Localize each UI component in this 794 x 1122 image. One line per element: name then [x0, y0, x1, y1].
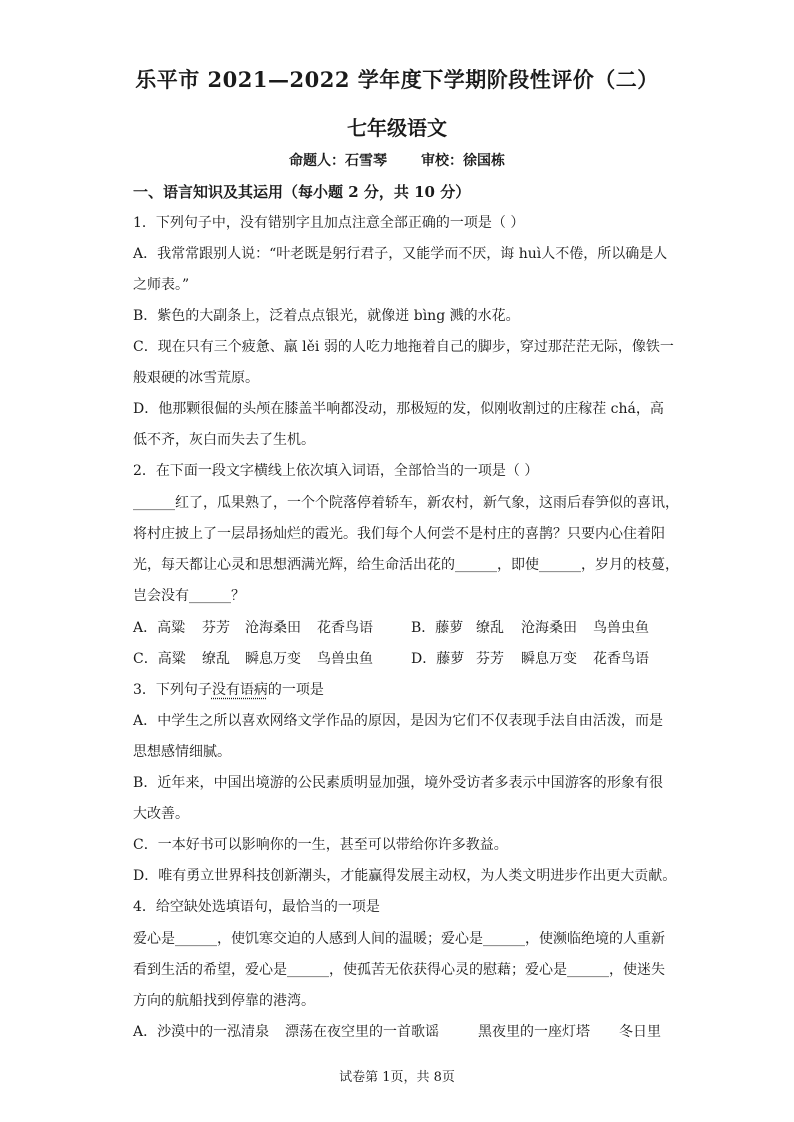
q3-option-c: C．一本好书可以影响你的一生，甚至可以带给你许多教益。	[133, 837, 508, 853]
q2-option-a-1: A．高粱	[133, 620, 186, 636]
q2-passage-line: 光，每天都让心灵和思想洒满光辉，给生命活出花的______，即使______，岁月的枝蔓，	[133, 557, 679, 573]
q2-option-c-2: 缭乱	[202, 651, 230, 667]
q2-option-d-3: 瞬息万变	[521, 651, 577, 667]
q2-option-d-2: 芬芳	[476, 651, 504, 667]
q2-option-a-2: 芬芳	[202, 620, 230, 636]
q2-option-d-4: 花香鸟语	[593, 651, 649, 667]
q2-passage-line: ______红了，瓜果熟了，一个个院落停着轿车，新农村，新气象，这雨后春笋似的喜讯，	[133, 495, 679, 511]
q3-stem-prefix: 3．下列句子	[133, 682, 212, 698]
q4-option-a-3: 黑夜里的一座灯塔	[478, 1024, 590, 1040]
q1-option-d-cont: 低不齐，灰白而失去了生机。	[133, 432, 315, 448]
q2-option-a-4: 花香鸟语	[317, 620, 373, 636]
exam-title: 乐平市 2021—2022 学年度下学期阶段性评价（二）	[135, 67, 659, 92]
reviewer-label: 审校：徐国栋	[421, 153, 505, 169]
q3-option-a-cont: 思想感情细腻。	[133, 744, 231, 760]
q1-option-b: B．紫色的大副条上，泛着点点银光，就像迸 bìng 溅的水花。	[133, 308, 520, 324]
q4-option-a-1: A．沙漠中的一泓清泉	[133, 1024, 270, 1040]
author-label: 命题人：石雪琴	[289, 153, 387, 169]
q2-option-b-3: 沧海桑田	[521, 620, 577, 636]
exam-authors	[0, 150, 794, 170]
q2-option-b-1: B．藤萝	[411, 620, 464, 636]
q3-stem-dotted: 没有语病	[211, 682, 268, 698]
q4-passage-line: 看到生活的希望，爱心是______，使孤苦无依获得心灵的慰藉；爱心是______，使迷失	[133, 962, 665, 978]
q1-option-c-cont: 般艰硬的冰雪荒原。	[133, 370, 259, 386]
q3-stem-suffix: 的一项是	[267, 682, 324, 698]
q2-stem: 2．在下面一段文字横线上依次填入词语，全部恰当的一项是（ ）	[133, 463, 539, 479]
q2-option-b-4: 鸟兽虫鱼	[593, 620, 649, 636]
section-heading: 一、语言知识及其运用（每小题 2 分，共 10 分）	[133, 183, 471, 201]
q1-option-c: C．现在只有三个疲惫、羸 lěi 弱的人吃力地拖着自己的脚步，穿过那茫茫无际，像铁一	[133, 339, 674, 355]
q2-option-c-3: 瞬息万变	[245, 651, 301, 667]
q2-option-c-1: C．高粱	[133, 651, 186, 667]
q3-option-b-cont: 大改善。	[133, 806, 189, 822]
q4-stem: 4．给空缺处选填语句，最恰当的一项是	[133, 899, 380, 915]
q3-stem	[133, 680, 663, 700]
q4-option-a-2: 漂荡在夜空里的一首歌谣	[285, 1024, 439, 1040]
exam-subtitle: 七年级语文	[347, 116, 447, 140]
q1-stem: 1．下列句子中，没有错别字且加点注意全部正确的一项是（ ）	[133, 215, 525, 231]
q1-option-a-cont: 之师表。”	[133, 277, 190, 293]
q3-option-d: D．唯有勇立世界科技创新潮头，才能赢得发展主动权，为人类文明进步作出更大贡献。	[133, 868, 677, 884]
q2-option-c-4: 鸟兽虫鱼	[317, 651, 373, 667]
q1-option-a: A．我常常跟别人说：“叶老既是躬行君子，又能学而不厌，诲 huì人不倦，所以确是人	[133, 246, 668, 262]
q2-passage-line: 岂会没有______？	[133, 588, 245, 604]
q2-option-b-2: 缭乱	[476, 620, 504, 636]
q4-passage-line: 方向的航船找到停靠的港湾。	[133, 993, 315, 1009]
q2-passage-line: 将村庄披上了一层昂扬灿烂的霞光。我们每个人何尝不是村庄的喜鹊？只要内心住着阳	[133, 526, 665, 542]
q1-option-d: D．他那颗很倔的头颅在膝盖半响都没动，那极短的发，似刚收割过的庄稼茬 chá，高	[133, 401, 664, 417]
q3-option-a: A．中学生之所以喜欢网络文学作品的原因，是因为它们不仅表现手法自由活泼，而是	[133, 713, 663, 729]
q4-passage-line: 爱心是______，使饥寒交迫的人感到人间的温暖；爱心是______，使濒临绝境的人重新	[133, 931, 665, 947]
page-footer: 试卷第 1页，共 8页	[339, 1070, 455, 1085]
q3-option-b: B．近年来，中国出境游的公民素质明显加强，境外受访者多表示中国游客的形象有很	[133, 775, 663, 791]
q2-option-d-1: D．藤萝	[411, 651, 465, 667]
q4-option-a-4: 冬日里	[619, 1024, 661, 1040]
q2-option-a-3: 沧海桑田	[245, 620, 301, 636]
